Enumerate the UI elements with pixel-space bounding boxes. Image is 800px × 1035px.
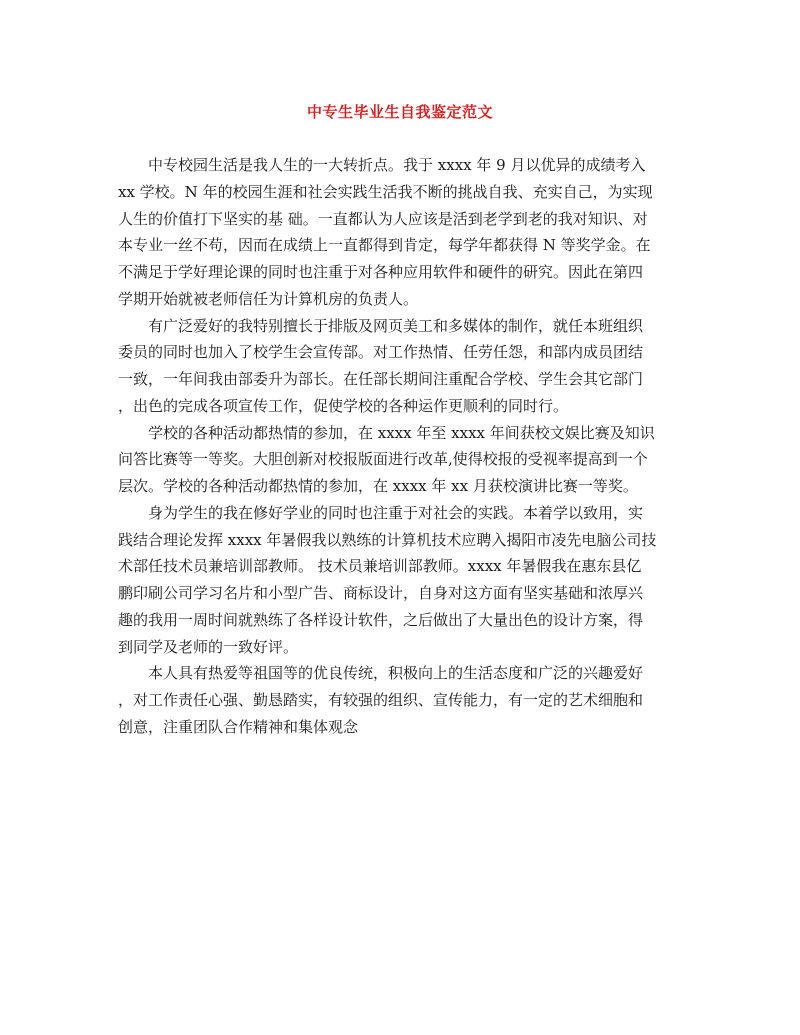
- text-line: 不满足于学好理论课的同时也注重于对各种应用软件和硬件的研究。因此在第四: [118, 263, 644, 281]
- text-line: 中专校园生活是我人生的一大转折点。我于 xxxx 年 9 月以优异的成绩考入: [148, 156, 646, 174]
- text-line: 术部任技术员兼培训部教师。 技术员兼培训部教师。xxxx 年暑假我在惠东县亿: [118, 557, 642, 576]
- text-line: ，对工作责任心强、勤恳踏实，有较强的组织、宣传能力，有一定的艺术细胞和: [118, 691, 644, 709]
- text-line: 一致，一年间我由部委升为部长。在任部长期间注重配合学校、学生会其它部门: [118, 370, 644, 388]
- text-line: 人生的价值打下坚实的基 础。一直都认为人应该是活到老学到老的我对知识、对: [118, 209, 648, 228]
- text-line: 问答比赛等一等奖。大胆创新对校报版面进行改革,使得校报的受视率提高到一个: [118, 450, 648, 469]
- document-body: [118, 152, 684, 741]
- text-line: xx 学校。N 年的校园生涯和社会实践生活我不断的挑战自我、充实自己，为实现: [118, 182, 653, 201]
- paragraph-4: [118, 500, 684, 661]
- text-line: 鹏印刷公司学习名片和小型广告、商标设计，自身对这方面有坚实基础和浓厚兴: [118, 584, 644, 602]
- paragraph-1: [118, 152, 684, 313]
- text-line: 践结合理论发挥 xxxx 年暑假我以熟练的计算机技术应聘入揭阳市凌先电脑公司技: [118, 530, 657, 549]
- text-line: 到同学及老师的一致好评。: [118, 637, 299, 656]
- text-line: 本专业一丝不苟，因而在成绩上一直都得到肯定，每学年都获得 N 等奖学金。在: [118, 236, 651, 255]
- text-line: 本人具有热爱等祖国等的优良传统，积极向上的生活态度和广泛的兴趣爱好: [148, 664, 644, 683]
- document-title: 中专生毕业生自我鉴定范文: [306, 103, 493, 121]
- text-line: 有广泛爱好的我特别擅长于排版及网页美工和多媒体的制作，就任本班组织: [148, 316, 644, 335]
- paragraph-5: [118, 660, 684, 740]
- text-line: 委员的同时也加入了校学生会宣传部。对工作热情、任劳任怨，和部内成员团结: [118, 343, 644, 362]
- text-line: ，出色的完成各项宣传工作，促使学校的各种运作更顺利的同时行。: [118, 396, 569, 415]
- text-line: 层次。学校的各种活动都热情的参加，在 xxxx 年 xx 月获校演讲比赛一等奖。: [118, 477, 638, 495]
- paragraph-3: [118, 420, 684, 500]
- text-line: 趣的我用一周时间就熟练了各样设计软件，之后做出了大量出色的设计方案，得: [118, 610, 644, 629]
- text-line: 学校的各种活动都热情的参加，在 xxxx 年至 xxxx 年间获校文娱比赛及知识: [148, 423, 655, 442]
- text-line: 身为学生的我在修好学业的同时也注重于对社会的实践。本着学以致用，实: [148, 503, 644, 522]
- text-line: 学期开始就被老师信任为计算机房的负责人。: [118, 289, 419, 308]
- paragraph-2: [118, 313, 684, 420]
- text-line: 创意，注重团队合作精神和集体观念: [118, 717, 359, 736]
